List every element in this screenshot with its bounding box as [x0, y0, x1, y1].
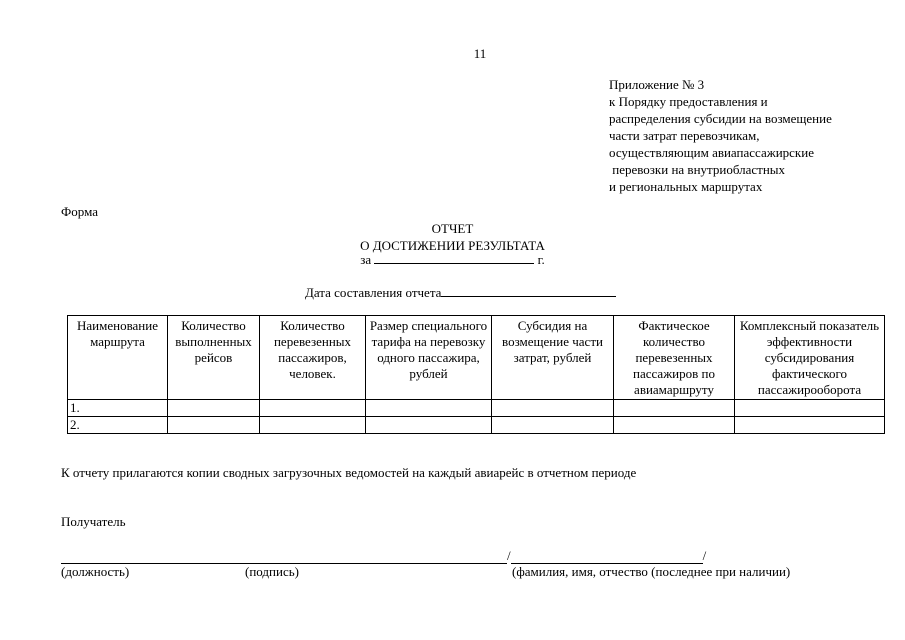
report-period	[0, 252, 905, 268]
position-signature-blank[interactable]	[61, 549, 507, 564]
table-header-row	[68, 316, 885, 400]
period-blank[interactable]	[374, 263, 534, 264]
table-cell[interactable]: 2.	[68, 417, 168, 434]
title-line-1: ОТЧЕТ	[431, 221, 474, 236]
report-date-blank[interactable]	[441, 296, 616, 297]
column-header: Размер специального тарифа на перевозку одного пассажира, рублей	[366, 316, 492, 400]
appendix-line: и региональных маршрутах	[609, 179, 763, 194]
title-line-2: О ДОСТИЖЕНИИ РЕЗУЛЬТАТА	[360, 238, 545, 253]
page-number: 11	[473, 46, 487, 61]
column-header: Наименование маршрута	[68, 316, 168, 400]
period-suffix: г.	[537, 252, 545, 267]
table-cell[interactable]	[614, 417, 735, 434]
recipient-label: Получатель	[61, 514, 126, 529]
appendix-block	[609, 76, 832, 195]
table-cell[interactable]	[366, 400, 492, 417]
signature-separator: /	[702, 548, 707, 563]
appendix-line: распределения субсидии на возмещение	[609, 111, 832, 126]
table-cell[interactable]: 1.	[68, 400, 168, 417]
table-cell[interactable]	[492, 400, 614, 417]
appendix-line: осуществляющим авиапассажирские	[609, 145, 814, 160]
table-cell[interactable]	[492, 417, 614, 434]
column-header: Количество перевезенных пассажиров, человек.	[260, 316, 366, 400]
appendix-line: перевозки на внутриобластных	[609, 162, 786, 177]
table-cell[interactable]	[260, 400, 366, 417]
table-cell[interactable]	[366, 417, 492, 434]
report-date-label: Дата составления отчета	[305, 285, 442, 300]
table-cell[interactable]	[735, 400, 885, 417]
report-title	[0, 220, 905, 254]
report-date	[305, 285, 616, 301]
column-header: Фактическое количество перевезенных пассажиров по авиамаршруту	[614, 316, 735, 400]
caption-full-name: (фамилия, имя, отчество (последнее при наличии)	[512, 564, 791, 579]
column-header: Количество выполненных рейсов	[168, 316, 260, 400]
appendix-line: Приложение № 3	[609, 77, 705, 92]
signature-separator: /	[507, 548, 511, 563]
full-name-blank[interactable]	[511, 549, 703, 564]
signature-line	[61, 548, 706, 564]
table-row	[68, 400, 885, 417]
caption-signature: (подпись)	[245, 564, 299, 579]
period-prefix: за	[360, 252, 372, 267]
table-cell[interactable]	[260, 417, 366, 434]
table-cell[interactable]	[614, 400, 735, 417]
attachment-note: К отчету прилагаются копии сводных загрузочных ведомостей на каждый авиарейс в отчетном периоде	[61, 465, 637, 480]
table-cell[interactable]	[168, 417, 260, 434]
column-header: Субсидия на возмещение части затрат, рублей	[492, 316, 614, 400]
caption-position: (должность)	[61, 564, 130, 579]
appendix-line: к Порядку предоставления и	[609, 94, 768, 109]
table-row	[68, 417, 885, 434]
form-label: Форма	[61, 204, 98, 219]
column-header: Комплексный показатель эффективности субсидирования фактического пассажирооборота	[735, 316, 885, 400]
appendix-line: части затрат перевозчикам,	[609, 128, 760, 143]
table-cell[interactable]	[168, 400, 260, 417]
table-cell[interactable]	[735, 417, 885, 434]
report-table	[67, 315, 885, 434]
